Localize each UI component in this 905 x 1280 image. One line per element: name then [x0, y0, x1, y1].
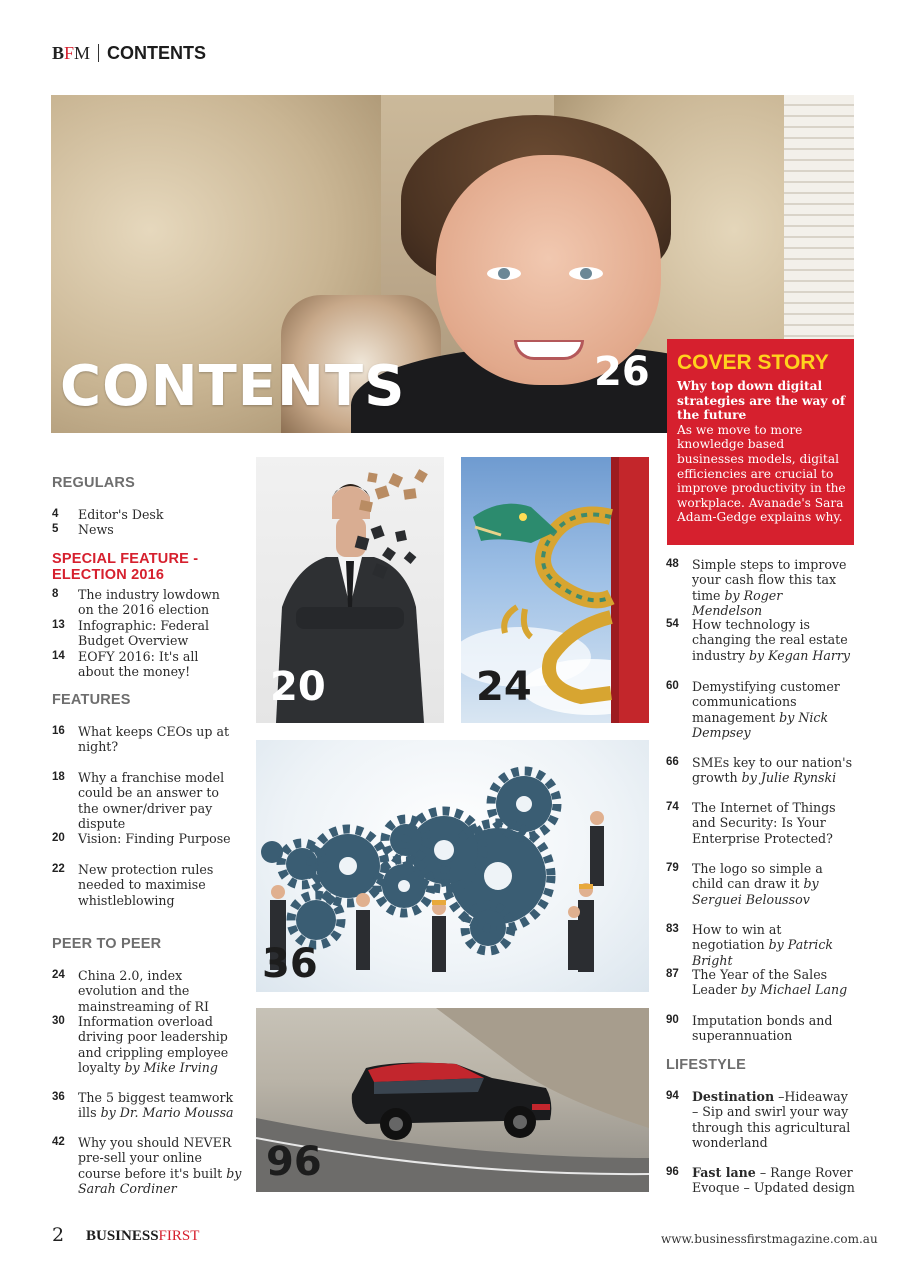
footer-url[interactable]: www.businessfirstmagazine.com.au — [661, 1232, 878, 1246]
toc-entry[interactable]: 60 Demystifying customer communications management by Nick Dempsey — [666, 679, 840, 740]
logo-letter-m: M — [74, 43, 91, 63]
toc-entry[interactable]: 24 China 2.0, index evolution and the mainstreaming of RI — [52, 968, 209, 1014]
window-blind — [784, 95, 854, 345]
toc-entry[interactable]: 13 Infographic: Federal Budget Overview — [52, 618, 209, 649]
toc-entry[interactable]: 30 Information overload driving poor leadership and crippling employee loyalty by Mike Irving — [52, 1014, 229, 1075]
footer-logo: BUSINESSFIRST — [86, 1228, 200, 1244]
special-feature-heading: SPECIAL FEATURE - ELECTION 2016 — [52, 551, 199, 583]
logo-letter-f: F — [64, 43, 75, 63]
page-number: 2 — [52, 1224, 65, 1246]
image-page-number-36: 36 — [262, 941, 318, 987]
toc-entry[interactable]: 87 The Year of the Sales Leader by Michael Lang — [666, 967, 848, 998]
smile — [514, 340, 584, 360]
toc-entry[interactable]: 20 Vision: Finding Purpose — [52, 831, 231, 846]
toc-entry[interactable]: 4 Editor's Desk — [52, 507, 164, 522]
page-header — [52, 42, 206, 65]
toc-entry[interactable]: 83 How to win at negotiation by Patrick Bright — [666, 922, 833, 968]
hero-title: CONTENTS — [60, 354, 406, 419]
toc-entry[interactable]: 22 New protection rules needed to maximise whistleblowing — [52, 862, 214, 908]
toc-entry[interactable]: 54 How technology is changing the real estate industry by Kegan Harry — [666, 617, 851, 663]
image-page-number-20: 20 — [270, 664, 326, 710]
toc-entry[interactable]: 36 The 5 biggest teamwork ills by Dr. Mario Moussa — [52, 1090, 234, 1121]
cover-story-label: COVER STORY — [677, 351, 829, 374]
toc-entry[interactable]: 18 Why a franchise model could be an answer to the owner/driver pay dispute — [52, 770, 225, 831]
section-title: CONTENTS — [107, 43, 207, 63]
image-page-number-24: 24 — [476, 664, 532, 710]
peer-to-peer-heading: PEER TO PEER — [52, 936, 162, 952]
toc-entry[interactable]: 5 News — [52, 522, 114, 537]
toc-entry[interactable]: 48 Simple steps to improve your cash flow this tax time by Roger Mendelson — [666, 557, 847, 618]
lifestyle-heading: LIFESTYLE — [666, 1057, 746, 1073]
toc-entry[interactable]: 79 The logo so simple a child can draw it by Serguei Beloussov — [666, 861, 823, 907]
eye-right — [569, 267, 603, 280]
logo-letter-b: B — [52, 43, 65, 63]
toc-entry[interactable]: 42 Why you should NEVER pre-sell your online course before it's built by Sarah Cordiner — [52, 1135, 242, 1196]
cover-story-box[interactable] — [667, 339, 854, 545]
toc-entry[interactable]: 16 What keeps CEOs up at night? — [52, 724, 230, 755]
eye-left — [487, 267, 521, 280]
header-divider — [98, 44, 99, 62]
cover-story-subtitle: Why top down digital strategies are the way of the future — [677, 379, 846, 423]
toc-entry[interactable]: 90 Imputation bonds and superannuation — [666, 1013, 833, 1044]
image-page-number-96: 96 — [266, 1139, 322, 1185]
toc-entry[interactable]: 94 Destination –Hideaway – Sip and swirl your way through this agricultural wonderland — [666, 1089, 851, 1150]
toc-entry[interactable]: 8 The industry lowdown on the 2016 election — [52, 587, 220, 618]
cover-page-number: 26 — [594, 349, 650, 395]
features-heading: FEATURES — [52, 692, 131, 708]
toc-entry[interactable]: 96 Fast lane – Range Rover Evoque – Updated design — [666, 1165, 855, 1196]
toc-entry[interactable]: 14 EOFY 2016: It's all about the money! — [52, 649, 199, 680]
toc-entry[interactable]: 74 The Internet of Things and Security: Is Your Enterprise Protected? — [666, 800, 836, 846]
cover-story-body: As we move to more knowledge based businesses models, digital efficiencies are crucial to improve productivity in the workplace. Avanade's Sara Adam-Gedge explains why. — [677, 422, 846, 525]
toc-entry[interactable]: 66 SMEs key to our nation's growth by Julie Rynski — [666, 755, 853, 786]
regulars-heading: REGULARS — [52, 475, 135, 491]
